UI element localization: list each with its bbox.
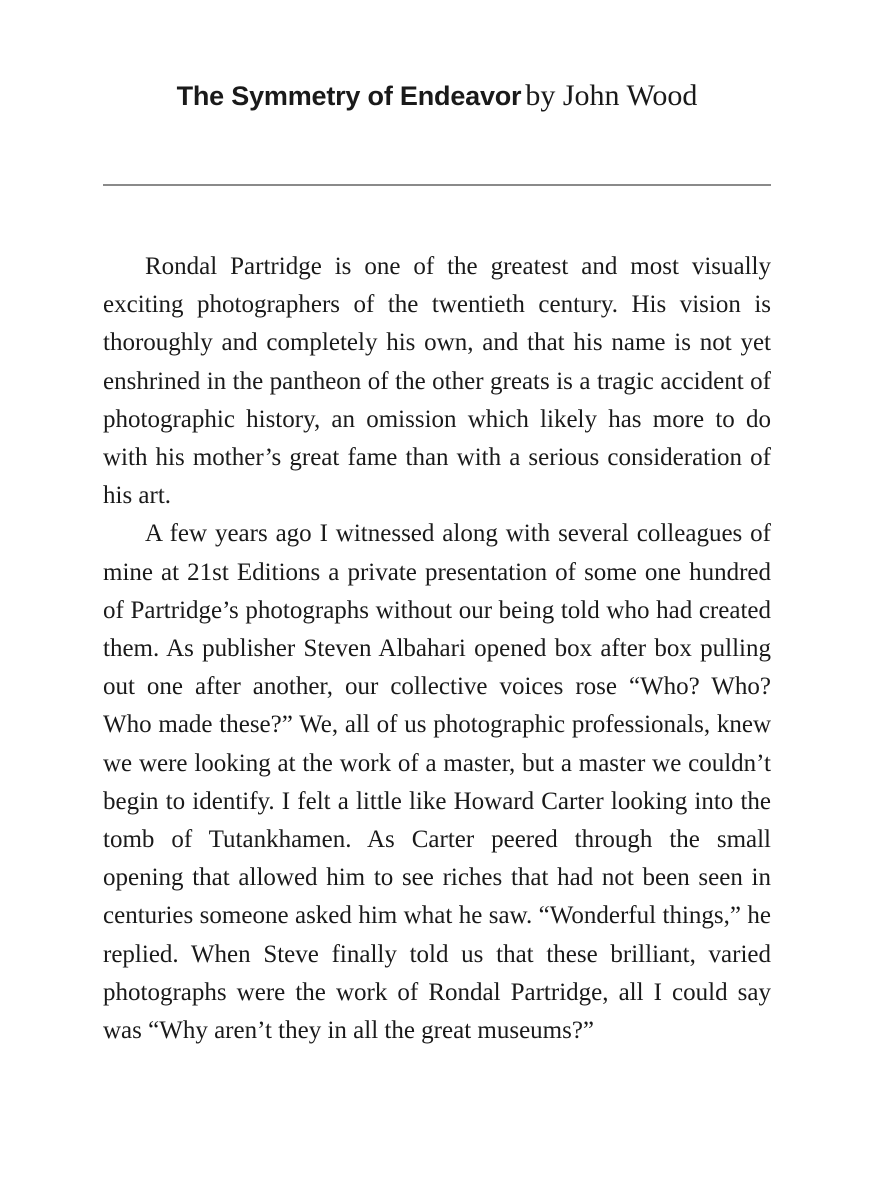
paragraph-1: Rondal Partridge is one of the greatest and most visually exciting photographers of the twentieth century. His vision is thoroughly and completely his own, and that his name is not yet enshrined in the pantheon of the other greats is a tragic accident of photographic history, an omission which likely has more to do with his mother’s great fame than with a serious consideration of his art.: [103, 253, 771, 510]
essay-body: [103, 248, 771, 1050]
paragraph-2: A few years ago I witnessed along with several colleagues of mine at 21st Editions a private presentation of some one hundred of Partridge’s photographs without our being told who had created them. As publisher Steven Albahari opened box after box pulling out one after another, our collective voices rose “Who? Who? Who made these?” We, all of us photographic professionals, knew we were looking at the work of a master, but a master we couldn’t begin to identify. I felt a little like Howard Carter looking into the tomb of Tutankhamen. As Carter peered through the small opening that allowed him to see riches that had not been seen in centuries someone asked him what he saw. “Wonderful things,” he replied. When Steve finally told us that these brilliant, varied photographs were the work of Rondal Partridge, all I could say was “Why aren’t they in all the great museums?”: [103, 520, 771, 1045]
essay-title: The Symmetry of Endeavor: [176, 81, 522, 111]
essay-byline: by John Wood: [525, 79, 698, 112]
title-divider: [103, 184, 771, 186]
page-title: [0, 74, 874, 123]
